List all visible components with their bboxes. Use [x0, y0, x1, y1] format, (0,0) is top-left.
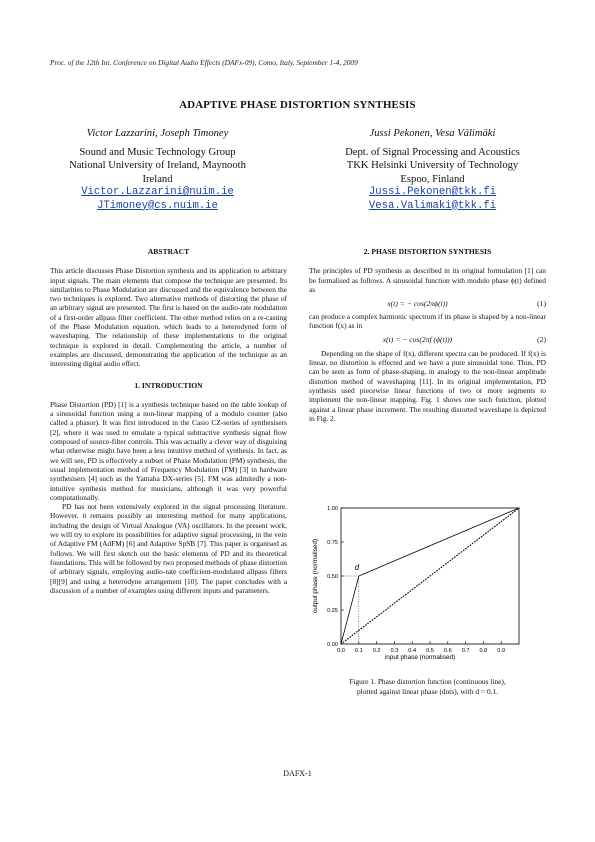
affiliation-line: TKK Helsinki University of Technology	[346, 160, 519, 171]
x-tick-label: 0.4	[408, 648, 417, 654]
equation-2	[309, 331, 546, 349]
email-link[interactable]: Victor.Lazzarini@nuim.ie	[81, 186, 234, 198]
email-link[interactable]: JTimoney@cs.nuim.ie	[97, 199, 218, 212]
x-tick-label: 0.3	[390, 648, 399, 654]
author-block-right	[305, 127, 560, 213]
x-tick-label: 0.5	[426, 648, 434, 654]
email-link[interactable]: Jussi.Pekonen@tkk.fi	[368, 186, 497, 198]
y-tick-label: 0.00	[327, 642, 338, 648]
x-tick-label: 0.6	[443, 648, 452, 654]
figure-1-chart	[308, 500, 548, 675]
equation-1	[309, 294, 546, 312]
equation-number: (2)	[537, 335, 546, 345]
x-tick-label: 0.7	[461, 648, 470, 654]
breakpoint-annotation: d	[354, 563, 360, 572]
x-tick-label: 0.8	[479, 648, 488, 654]
x-tick-label: 0.9	[497, 648, 506, 654]
affiliation-line: Espoo, Finland	[400, 173, 465, 185]
left-column	[50, 247, 287, 595]
affiliation-line: National University of Ireland, Maynooth	[69, 160, 246, 171]
body-paragraph: PD has not been extensively explored in the signal processing literature. However, it remains possibly an interesting method for many applications, including the design of Virtual Analogue (VA) oscillators. In the present work, we will try to explore its possibilities for adaptive signal processing, in the vein of Adaptive FM (AdFM) [6] and Adaptive SpSB [7]. This paper is organised as follows. We will first sketch out the basic elements of PD and its theoretical foundations. This will be followed by two proposed methods of phase distortion of arbitrary signals, employing audio-rate coefficient-modulated allpass filters [8][9] and using a heterodyne arrangement [10]. The paper concludes with a discussion of a number of examples using different inputs and parameters.	[50, 502, 287, 595]
y-tick-label: 0.50	[327, 574, 338, 580]
body-paragraph: Phase Distortion (PD) [1] is a synthesis technique based on the table lookup of a sinusoidal function using a non-linear mapping of a modulo counter (also called a phasor). It was first introduced in the Casio CZ-series of synthesisers [2], where it was used to emulate a typical subtractive synthesis signal flow composed of source-filter controls. This was actually a clever way of disguising what otherwise might have been a less intuitive method of synthesis. In fact, as we will see, PD is effectively a subset of Phase Modulation (PM) synthesis, the usual implementation method of Frequency Modulation (FM) [3] in hardware synthesisers [4] such as the Yamaha DX-series [5]. FM was admitedly a non-intuitive synthesis method for musicians, although it was very powerful computationally.	[50, 399, 287, 502]
caption-line: Figure 1. Phase distortion function (continuous line),	[349, 677, 506, 686]
author-names: Jussi Pekonen, Vesa Välimäki	[369, 128, 496, 139]
author-names: Victor Lazzarini, Joseph Timoney	[86, 128, 229, 139]
page-footer: DAFX-1	[283, 769, 312, 778]
x-tick-label: 0.1	[354, 648, 363, 654]
y-tick-label: 0.75	[327, 540, 338, 546]
equation-expression: x(t) = − cos(2πϕ(t))	[387, 298, 448, 308]
body-paragraph: The principles of PD synthesis as described in its original formulation [1] can be formalised as follows. A sinusoidal function with modulo phase ϕ(t) defined as	[309, 266, 546, 294]
right-column	[309, 247, 546, 423]
y-tick-label: 0.25	[327, 608, 338, 614]
section-heading: 1. INTRODUCTION	[134, 380, 203, 390]
author-block-left	[30, 127, 285, 213]
figure-caption	[309, 677, 546, 697]
abstract-text: This article discusses Phase Distortion synthesis and its application to arbitrary input signals. The main elements that compose the technique are presented. Its similarities to Phase Modulation are discussed and the equivalence between the two techniques is explored. Two alternative methods of distorting the phase of an arbitrary signal are presented. The first is based on the audio-rate modulation of a first-order allpass filter coefficient. The other method relies on a re-casting of the Phase Modulation equation, which leads to a heterodyned form of waveshaping. The relationship of these implementations to the original technique is explored in detail. Complementing the article, a number of examples are discussed, demonstrating the application of the technique as an interesting digital audio effect.	[50, 266, 287, 369]
x-tick-label: 0.2	[372, 648, 381, 654]
abstract-heading: ABSTRACT	[147, 247, 190, 256]
equation-number: (1)	[537, 298, 546, 308]
affiliation-line: Ireland	[142, 173, 173, 185]
running-header: Proc. of the 12th Int. Conference on Digital Audio Effects (DAFx-09), Como, Italy, September 1-4, 2009	[50, 58, 358, 67]
body-paragraph: Depending on the shape of f(x), different spectra can be produced. If f(x) is linear, no distortion is effected and we have a pure sinusoidal tone. Thus, PD can be seen as form of phase-shaping, in analogy to the non-linear amplitude distortion method of waveshaping [11]. In its original implementation, PD synthesis used piecewise linear functions of two or more segments to implement the non-linear mapping. Fig. 1 shows one such function, plotted against a linear phase increment. The resulting distorted waveshape is depicted in Fig. 2.	[309, 348, 546, 423]
section-heading: 2. PHASE DISTORTION SYNTHESIS	[363, 247, 492, 256]
body-paragraph: can produce a complex harmonic spectrum if its phase is shaped by a non-linear function f(x) as in	[309, 312, 546, 331]
linear-phase-dotted-line	[341, 508, 519, 644]
caption-line: plotted against linear phase (dots), with d = 0.1.	[356, 687, 499, 696]
affiliation-line: Dept. of Signal Processing and Acoustics	[345, 146, 520, 158]
y-tick-label: 1.00	[327, 506, 338, 512]
y-axis-label: output phase (normalised)	[312, 538, 319, 614]
equation-expression: x(t) = − cos(2πf (ϕ(t)))	[382, 335, 453, 345]
x-axis-label: input phase (normalised)	[384, 654, 456, 661]
x-tick-label: 0.0	[337, 648, 345, 654]
paper-title: ADAPTIVE PHASE DISTORTION SYNTHESIS	[179, 99, 416, 111]
affiliation-line: Sound and Music Technology Group	[79, 146, 236, 158]
email-link[interactable]: Vesa.Valimaki@tkk.fi	[368, 199, 497, 212]
